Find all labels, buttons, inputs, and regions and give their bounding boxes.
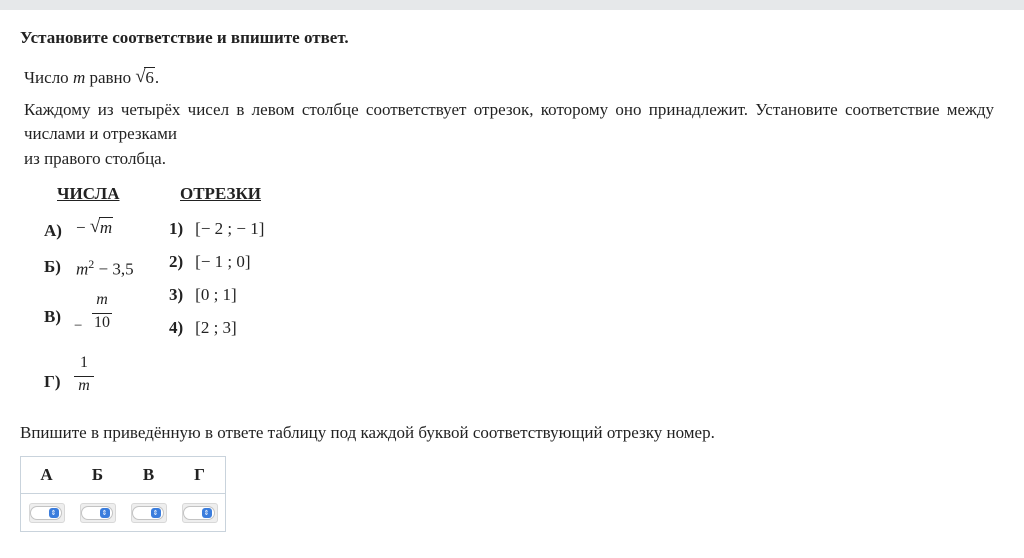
minus-sign: −: [74, 318, 83, 334]
select-stepper-icon: [183, 506, 215, 520]
condition-variable: m: [72, 68, 86, 87]
number-letter-a: А): [44, 221, 62, 240]
answer-instruction: Впишите в приведённую в ответе таблицу под каждой буквой соответствующий отрезку номер.: [20, 423, 715, 442]
sqrt-six: √ 6: [135, 66, 154, 87]
fraction-m-over-10: [92, 291, 112, 332]
fraction-denominator: 10: [94, 314, 110, 331]
condition-suffix: .: [154, 68, 160, 87]
answer-header-a: А: [40, 465, 53, 484]
select-stepper-icon: [81, 506, 113, 520]
answer-header-g: Г: [194, 465, 205, 484]
segment-number: 3): [169, 285, 184, 304]
expr-rest: − 3,5: [94, 259, 134, 279]
sqrt-m: √ m: [89, 216, 113, 237]
condition-middle: равно: [89, 68, 132, 87]
segment-text: [− 1 ; 0]: [195, 252, 251, 271]
condition-line: [24, 68, 159, 88]
fraction-denominator: m: [78, 377, 90, 394]
task-paragraph-end: из правого столбца.: [24, 149, 166, 168]
minus-sign: −: [76, 218, 86, 237]
task-heading: Установите соответствие и впишите ответ.: [20, 28, 349, 47]
segment-2: [169, 252, 251, 272]
fraction-numerator: 1: [80, 354, 88, 371]
number-expr-a: [76, 218, 113, 238]
chevron-updown-icon: ⇕: [151, 508, 161, 518]
select-stepper-icon: [132, 506, 164, 520]
segment-number: 2): [169, 252, 184, 271]
number-letter-g: Г): [44, 372, 61, 391]
number-letter-b: Б): [44, 257, 61, 276]
segment-3: [169, 285, 237, 305]
answer-header-b: Б: [91, 465, 104, 484]
segment-1: [169, 219, 264, 239]
segment-text: [0 ; 1]: [195, 285, 237, 304]
numbers-column-header: ЧИСЛА: [57, 184, 120, 203]
number-letter-v: В): [44, 307, 61, 326]
answer-select-b[interactable]: [80, 503, 116, 523]
segment-text: [2 ; 3]: [195, 318, 237, 337]
answer-table-row: [21, 494, 225, 531]
answer-table-header: [21, 457, 225, 494]
chevron-updown-icon: ⇕: [202, 508, 212, 518]
fraction-numerator: m: [96, 291, 108, 308]
answer-select-a[interactable]: [29, 503, 65, 523]
expr-exponent: 2: [88, 257, 95, 271]
condition-prefix: Число: [24, 68, 69, 87]
segment-number: 1): [169, 219, 184, 238]
number-expr-b: [76, 257, 134, 280]
answer-header-v: В: [142, 465, 155, 484]
task-paragraph: Каждому из четырёх чисел в левом столбце соответствует отрезок, которому оно принадлежит. Установите соответствие между числами и отрезками: [24, 100, 994, 143]
segment-4: [169, 318, 237, 338]
top-bar: [0, 0, 1024, 10]
chevron-updown-icon: ⇕: [100, 508, 110, 518]
fraction-1-over-m: [74, 354, 94, 395]
sqrt-m-radicand: m: [99, 218, 113, 237]
select-stepper-icon: [30, 506, 62, 520]
answer-select-g[interactable]: [182, 503, 218, 523]
segments-column-header: ОТРЕЗКИ: [180, 184, 262, 203]
answer-table: [20, 456, 226, 532]
sqrt-radicand: 6: [145, 68, 154, 87]
expr-base: m: [76, 259, 89, 279]
chevron-updown-icon: ⇕: [49, 508, 59, 518]
segment-number: 4): [169, 318, 184, 337]
answer-select-v[interactable]: [131, 503, 167, 523]
segment-text: [− 2 ; − 1]: [195, 219, 265, 238]
